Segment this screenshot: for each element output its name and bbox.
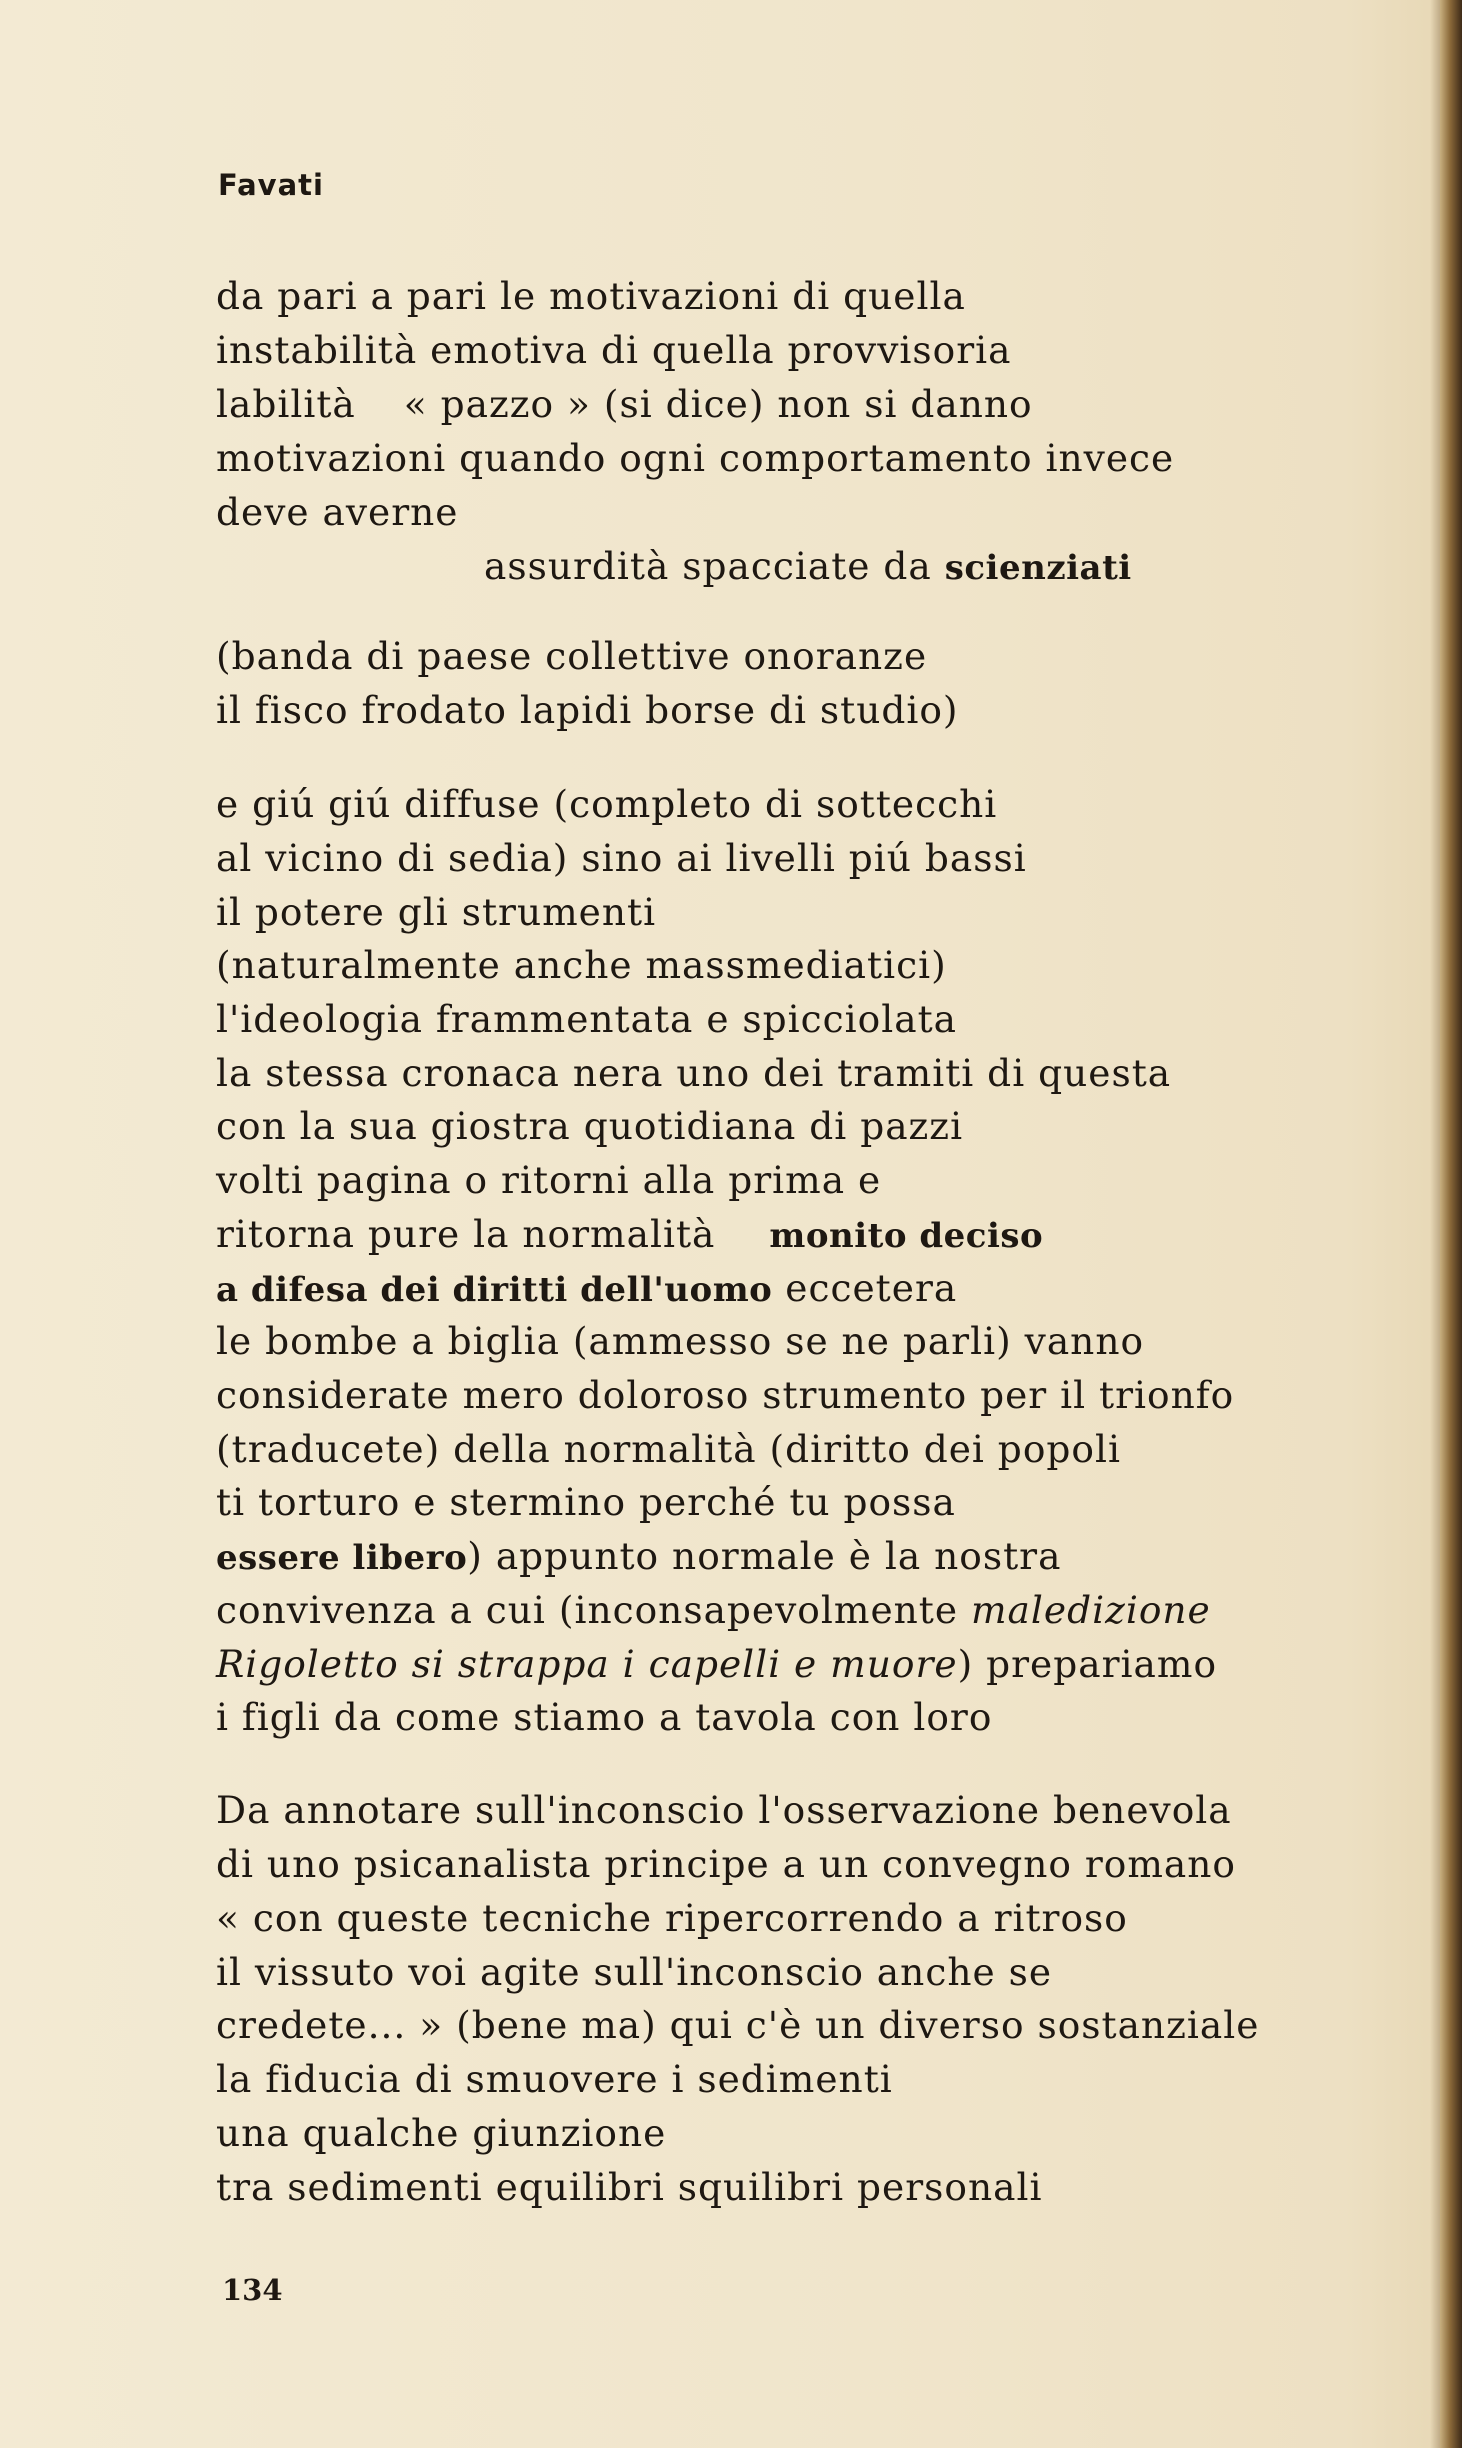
text-line: da pari a pari le motivazioni di quella	[216, 274, 966, 318]
text-line: Da annotare sull'inconscio l'osservazione benevola	[216, 1788, 1232, 1832]
text-line: ritorna pure la normalità monito deciso	[216, 1212, 1044, 1256]
text-line: il potere gli strumenti	[216, 890, 657, 934]
text-line: ti torturo e stermino perché tu possa	[216, 1480, 956, 1524]
text-line: al vicino di sedia) sino ai livelli piú bassi	[216, 836, 1027, 880]
text-line: deve averne	[216, 490, 459, 534]
text-line: la fiducia di smuovere i sedimenti	[216, 2057, 893, 2101]
text-line: il vissuto voi agite sull'inconscio anche se	[216, 1950, 1053, 1994]
text-line: il fisco frodato lapidi borse di studio)	[216, 688, 959, 732]
book-edge	[1440, 0, 1462, 2448]
text-line: con la sua giostra quotidiana di pazzi	[216, 1104, 964, 1148]
text-line: (banda di paese collettive onoranze	[216, 634, 928, 678]
text-line: Rigoletto si strappa i capelli e muore) prepariamo	[216, 1642, 1218, 1686]
text-line: credete... » (bene ma) qui c'è un diverso sostanziale	[216, 2003, 1260, 2047]
page-number: 134	[222, 2273, 283, 2307]
text-line: convivenza a cui (inconsapevolmente maledizione	[216, 1588, 1211, 1632]
page-shadow	[1430, 0, 1440, 2448]
text-line: (traducete) della normalità (diritto dei popoli	[216, 1427, 1121, 1471]
text-line: di uno psicanalista principe a un convegno romano	[216, 1842, 1237, 1886]
text-line: le bombe a biglia (ammesso se ne parli) vanno	[216, 1319, 1145, 1363]
text-line: labilità « pazzo » (si dice) non si danno	[216, 382, 1033, 426]
text-line: motivazioni quando ogni comportamento invece	[216, 436, 1175, 480]
text-line: volti pagina o ritorni alla prima e	[216, 1158, 882, 1202]
text-line: « con queste tecniche ripercorrendo a ritroso	[216, 1896, 1128, 1940]
text-line: essere libero) appunto normale è la nostra	[216, 1534, 1062, 1578]
text-line: tra sedimenti equilibri squilibri personali	[216, 2165, 1043, 2209]
text-line: assurdità spacciate da scienziati	[484, 544, 1132, 588]
text-line: a difesa dei diritti dell'uomo eccetera	[216, 1266, 958, 1310]
text-line: la stessa cronaca nera uno dei tramiti di questa	[216, 1051, 1172, 1095]
text-line: una qualche giunzione	[216, 2111, 667, 2155]
text-line: e giú giú diffuse (completo di sottecchi	[216, 782, 998, 826]
running-header: Favati	[218, 168, 324, 202]
text-line: l'ideologia frammentata e spicciolata	[216, 997, 958, 1041]
text-line: i figli da come stiamo a tavola con loro	[216, 1695, 993, 1739]
text-line: (naturalmente anche massmediatici)	[216, 943, 947, 987]
text-line: considerate mero doloroso strumento per il trionfo	[216, 1373, 1235, 1417]
text-line: instabilità emotiva di quella provvisoria	[216, 328, 1012, 372]
